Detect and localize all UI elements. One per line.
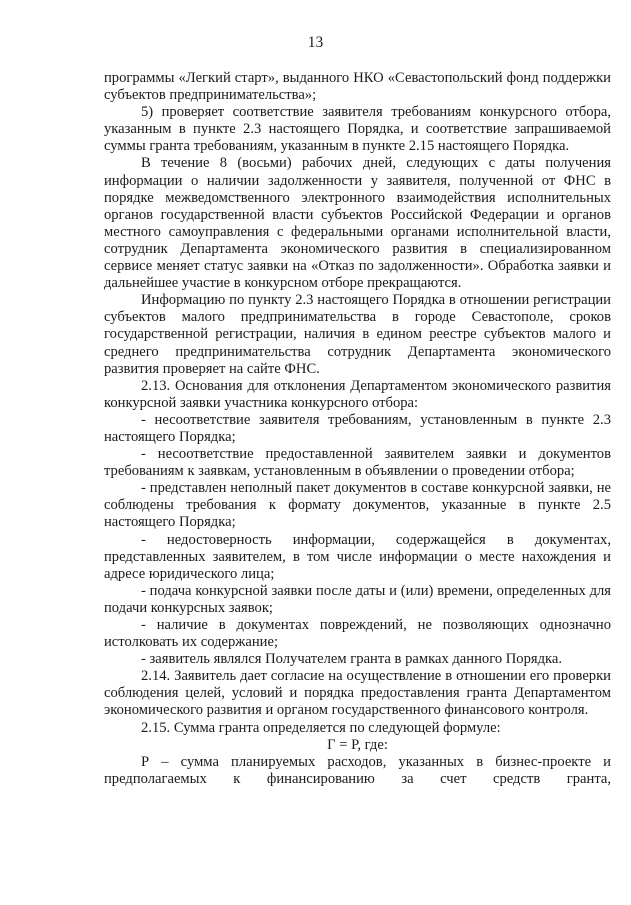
list-item-rejection-4: - недостоверность информации, содержащейся в документах, представленных заявителем, в том числе информации о месте нахождения и адресе юридического лица; <box>104 531 611 582</box>
list-item-rejection-7: - заявитель являлся Получателем гранта в рамках данного Порядка. <box>141 651 563 668</box>
paragraph-fns-check: Информацию по пункту 2.3 настоящего Порядка в отношении регистрации субъектов малого предпринимательства в городе Севастополе, сроков государственной регистрации, наличия в едином реестре субъектов малого и среднего предпринимательства сотрудник Департамента экономического развития проверяет на сайте ФНС. <box>104 292 611 377</box>
paragraph-continuation: программы «Легкий старт», выданного НКО «Севастопольский фонд поддержки субъектов предпринимательства»; <box>104 70 611 104</box>
list-item-rejection-2: - несоответствие предоставленной заявителем заявки и документов требованиям к заявкам, установленным в объявлении о проведении отбора; <box>104 446 611 480</box>
paragraph-formula-definition: Р – сумма планируемых расходов, указанных в бизнес-проекте и предполагаемых к финансированию за счет средств гранта, <box>104 753 611 787</box>
paragraph-debt-check: В течение 8 (восьми) рабочих дней, следующих с даты получения информации о наличии задолженности у заявителя, полученной от ФНС в порядке межведомственного электронного взаимодействия исполнительных органов государственной власти субъектов Российской Федерации и органов местного самоуправления с федеральными органами исполнительной власти, сотрудник Департамента экономического развития в специализированном сервисе меняет статус заявки на «Отказ по задолженности». Обработка заявки и дальнейшее участие в конкурсном отборе прекращаются. <box>104 155 611 292</box>
paragraph-2-14: 2.14. Заявитель дает согласие на осуществление в отношении его проверки соблюдения целей, условий и порядка предоставления гранта Департаментом экономического развития и органом государственного финансового контроля. <box>104 668 611 719</box>
paragraph-2-13: 2.13. Основания для отклонения Департаментом экономического развития конкурсной заявки участника конкурсного отбора: <box>104 377 611 411</box>
list-item-rejection-5: - подача конкурсной заявки после даты и (или) времени, определенных для подачи конкурсных заявок; <box>104 582 611 616</box>
page-number: 13 <box>307 34 324 51</box>
document-body <box>104 70 611 788</box>
paragraph-item-5: 5) проверяет соответствие заявителя требованиям конкурсного отбора, указанным в пункте 2.3 настоящего Порядка, и соответствие запрашиваемой суммы гранта требованиям, указанным в пункте 2.15 настоящего Порядка. <box>104 104 611 155</box>
list-item-rejection-3: - представлен неполный пакет документов в составе конкурсной заявки, не соблюдены требования к формату документов, указанные в пункте 2.5 настоящего Порядка; <box>104 480 611 531</box>
formula: Г = Р, где: <box>327 736 388 753</box>
list-item-rejection-6: - наличие в документах повреждений, не позволяющих однозначно истолковать их содержание; <box>104 617 611 651</box>
paragraph-2-15: 2.15. Сумма гранта определяется по следующей формуле: <box>141 719 501 736</box>
list-item-rejection-1: - несоответствие заявителя требованиям, установленным в пункте 2.3 настоящего Порядка; <box>104 411 611 445</box>
